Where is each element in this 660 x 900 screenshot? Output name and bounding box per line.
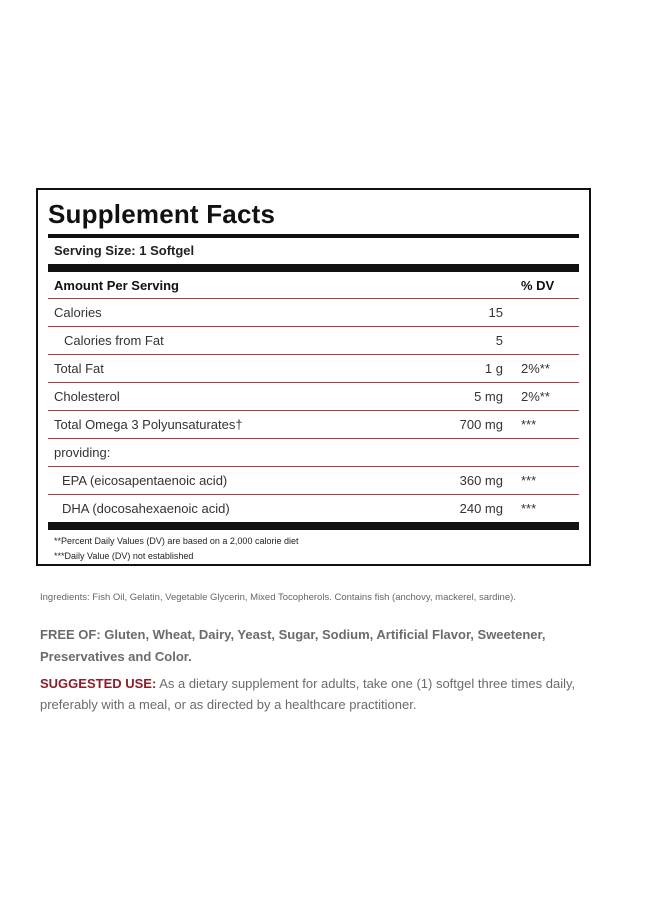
nutrient-name: EPA (eicosapentaenoic acid) (62, 473, 228, 488)
divider-thick (48, 522, 579, 530)
nutrient-amount: 5 (495, 333, 503, 348)
nutrient-row-dha (48, 495, 579, 522)
ingredients-text: Ingredients: Fish Oil, Gelatin, Vegetable Glycerin, Mixed Tocopherols. Contains fish (anchovy, mackerel, sardine). (40, 592, 516, 603)
facts-header-row (48, 272, 579, 299)
nutrient-dv: *** (521, 501, 537, 516)
nutrient-name: DHA (docosahexaenoic acid) (62, 501, 230, 516)
nutrient-row-cholesterol (48, 383, 579, 411)
nutrient-dv: *** (521, 473, 537, 488)
amount-per-serving-label: Amount Per Serving (54, 277, 179, 293)
suggested-use (40, 673, 630, 715)
nutrient-row-total-fat (48, 355, 579, 383)
nutrient-amount: 1 g (484, 361, 503, 376)
nutrient-row-calories (48, 299, 579, 327)
dv-header: % DV (521, 277, 555, 293)
nutrient-name: Calories from Fat (64, 333, 164, 348)
nutrient-dv: *** (521, 417, 537, 432)
suggested-use-label: SUGGESTED USE: (40, 676, 157, 691)
nutrient-name: providing: (54, 445, 111, 460)
nutrient-dv: 2%** (521, 389, 550, 404)
nutrient-name: Calories (54, 305, 102, 320)
footnote-dv-basis: **Percent Daily Values (DV) are based on a 2,000 calorie diet (54, 536, 299, 546)
nutrient-name: Cholesterol (54, 389, 120, 404)
nutrient-amount: 5 mg (474, 389, 503, 404)
facts-title: Supplement Facts (48, 199, 276, 229)
nutrient-row-calories-from-fat (48, 327, 579, 355)
nutrient-row-epa (48, 467, 579, 495)
nutrient-amount: 15 (488, 305, 503, 320)
free-of-text: FREE OF: Gluten, Wheat, Dairy, Yeast, Sugar, Sodium, Artificial Flavor, Sweetener, Preservatives and Color. (40, 627, 546, 664)
footnotes (48, 530, 579, 564)
nutrient-name: Total Fat (54, 361, 104, 376)
nutrient-amount: 360 mg (459, 473, 503, 488)
suggested-use-text: As a dietary supplement for adults, take one (1) softgel three times daily, preferably with a meal, or as directed by a healthcare practitioner. (40, 676, 576, 712)
nutrient-name: Total Omega 3 Polyunsaturates† (54, 417, 243, 432)
supplement-facts-panel (36, 188, 591, 566)
nutrient-amount: 240 mg (459, 501, 503, 516)
nutrient-amount: 700 mg (459, 417, 503, 432)
nutrient-dv: 2%** (521, 361, 550, 376)
divider-thick (48, 264, 579, 272)
nutrient-row-omega3 (48, 411, 579, 439)
footnote-dv-not-established: ***Daily Value (DV) not established (54, 551, 194, 561)
nutrient-row-providing (48, 439, 579, 467)
serving-size: Serving Size: 1 Softgel (54, 243, 195, 258)
